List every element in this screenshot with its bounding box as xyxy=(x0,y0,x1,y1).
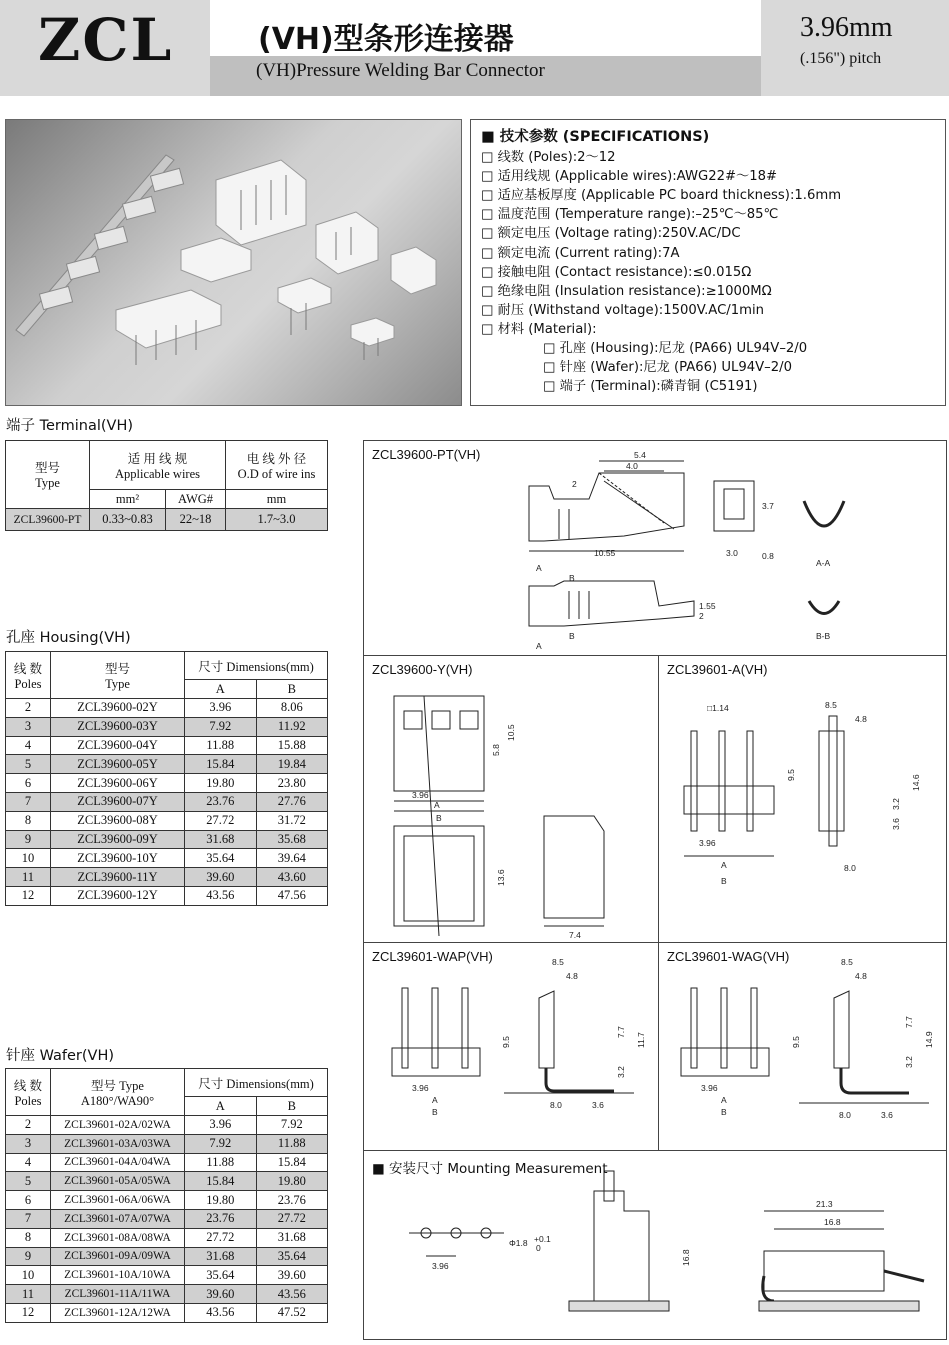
dim-label: 14.6 xyxy=(911,774,921,791)
table-cell: 27.72 xyxy=(256,1209,328,1228)
housing-drawing xyxy=(364,656,659,943)
dim-label: 5.8 xyxy=(491,744,501,756)
dim-label: 3.96 xyxy=(412,790,429,800)
dim-label: 3.6 xyxy=(592,1100,604,1110)
housing-header-poles: 线 数 Poles xyxy=(6,652,51,699)
mounting-heading: ■ 安装尺寸 Mounting Measurement xyxy=(372,1161,608,1177)
dim-label: 0 xyxy=(536,1243,541,1253)
table-cell: 11.92 xyxy=(256,717,328,736)
table-cell: 19.80 xyxy=(185,1191,257,1210)
terminal-header-awg: AWG# xyxy=(166,490,226,509)
table-cell: 7 xyxy=(6,792,51,811)
dim-label: 7.7 xyxy=(616,1026,626,1038)
dim-label: 0.8 xyxy=(762,551,774,561)
table-cell: 7.92 xyxy=(256,1116,328,1135)
brand-logo: ZCL xyxy=(38,6,174,74)
table-row xyxy=(6,849,328,868)
dim-label: A xyxy=(536,563,542,573)
table-cell: ZCL39600-11Y xyxy=(51,868,185,887)
pitch-value: 3.96mm xyxy=(800,12,893,43)
dim-label: 8.0 xyxy=(844,863,856,873)
table-cell: 4 xyxy=(6,736,51,755)
table-cell: 23.76 xyxy=(185,1209,257,1228)
wafer-wap-drawing xyxy=(364,943,659,1151)
dim-label: 4.8 xyxy=(855,714,867,724)
table-cell: 31.68 xyxy=(256,1228,328,1247)
table-row xyxy=(6,811,328,830)
table-cell: 27.72 xyxy=(185,811,257,830)
spec-row: □ 适用线规 (Applicable wires):AWG22#～18# xyxy=(481,167,935,186)
table-cell: ZCL39600-02Y xyxy=(51,699,185,718)
table-cell: ZCL39600-09Y xyxy=(51,830,185,849)
table-cell: ZCL39600-07Y xyxy=(51,792,185,811)
drawing-label: ZCL39600-Y(VH) xyxy=(372,662,473,677)
housing-table xyxy=(5,651,328,906)
table-cell: 2 xyxy=(6,699,51,718)
spec-row: □ 材料 (Material): xyxy=(481,320,935,339)
dim-label: A xyxy=(721,860,727,870)
dim-label: 8.0 xyxy=(550,1100,562,1110)
table-cell: 23.76 xyxy=(185,792,257,811)
wafer-header-a: A xyxy=(185,1097,257,1116)
spec-row: □ 温度范围 (Temperature range):–25℃～85℃ xyxy=(481,205,935,224)
specifications-box xyxy=(470,119,946,406)
table-cell: 5 xyxy=(6,755,51,774)
spec-row: □ 额定电压 (Voltage rating):250V.AC/DC xyxy=(481,224,935,243)
dim-label: 14.9 xyxy=(924,1031,934,1048)
table-cell: ZCL39601-03A/03WA xyxy=(51,1134,185,1153)
table-row xyxy=(6,774,328,793)
table-cell: 9 xyxy=(6,1247,51,1266)
drawings-panel xyxy=(363,440,947,1340)
table-cell: ZCL39601-09A/09WA xyxy=(51,1247,185,1266)
spec-row: □ 适应基板厚度 (Applicable PC board thickness):1.6mm xyxy=(481,186,935,205)
table-cell: ZCL39601-07A/07WA xyxy=(51,1209,185,1228)
dim-label: B xyxy=(721,876,727,886)
table-row xyxy=(6,886,328,905)
table-cell: 31.68 xyxy=(185,830,257,849)
terminal-drawing xyxy=(364,441,946,656)
terminal-header-mm2: mm² xyxy=(90,490,166,509)
dim-label: A-A xyxy=(816,558,831,568)
terminal-header-mm: mm xyxy=(226,490,328,509)
dim-label: 9.5 xyxy=(786,769,796,781)
material-row: □ 针座 (Wafer):尼龙 (PA66) UL94V–2/0 xyxy=(481,358,935,377)
product-photo-art xyxy=(6,120,462,406)
drawing-label: ZCL39600-PT(VH) xyxy=(372,447,481,462)
table-cell: 12 xyxy=(6,886,51,905)
table-row xyxy=(6,1285,328,1304)
table-row xyxy=(6,868,328,887)
table-cell: 9 xyxy=(6,830,51,849)
table-cell: 3 xyxy=(6,1134,51,1153)
housing-header-type: 型号 Type xyxy=(51,652,185,699)
table-row xyxy=(6,792,328,811)
table-cell: 35.64 xyxy=(185,849,257,868)
table-cell: 10 xyxy=(6,1266,51,1285)
dim-label: 8.0 xyxy=(839,1110,851,1120)
table-row xyxy=(6,1172,328,1191)
dim-label: 3.96 xyxy=(432,1261,449,1271)
table-cell: 11.88 xyxy=(185,736,257,755)
housing-header-b: B xyxy=(256,680,328,699)
table-cell: 19.84 xyxy=(256,755,328,774)
dim-label: 3.96 xyxy=(699,838,716,848)
terminal-section-title: 端子 Terminal(VH) xyxy=(6,418,134,434)
dim-label: 8.5 xyxy=(825,700,837,710)
table-cell: 3.96 xyxy=(185,699,257,718)
table-cell: 19.80 xyxy=(185,774,257,793)
table-cell: 5 xyxy=(6,1172,51,1191)
wafer-a-drawing xyxy=(659,656,946,943)
table-cell: ZCL39601-02A/02WA xyxy=(51,1116,185,1135)
table-cell: 15.84 xyxy=(185,755,257,774)
table-row xyxy=(6,1209,328,1228)
drawing-mounting xyxy=(364,1151,946,1339)
dim-label: 4.8 xyxy=(855,971,867,981)
table-cell: 31.72 xyxy=(256,811,328,830)
table-cell: 3 xyxy=(6,717,51,736)
table-row xyxy=(6,699,328,718)
table-cell: 39.64 xyxy=(256,849,328,868)
table-cell: 43.56 xyxy=(256,1285,328,1304)
terminal-header-type: 型号 Type xyxy=(6,441,90,509)
dim-label: 1.55 xyxy=(699,601,716,611)
dim-label: B xyxy=(436,813,442,823)
table-cell: 6 xyxy=(6,1191,51,1210)
dim-label: 3.2 xyxy=(891,798,901,810)
table-cell: 11.88 xyxy=(256,1134,328,1153)
dim-label: 7.7 xyxy=(904,1016,914,1028)
pitch-inch: (.156") pitch xyxy=(800,50,882,67)
dim-label: A xyxy=(432,1095,438,1105)
table-row xyxy=(6,717,328,736)
spec-row: □ 绝缘电阻 (Insulation resistance):≥1000MΩ xyxy=(481,282,935,301)
table-row xyxy=(6,1134,328,1153)
dim-label: 10.5 xyxy=(506,724,516,741)
table-cell: 35.68 xyxy=(256,830,328,849)
table-row xyxy=(6,1191,328,1210)
wafer-header-b: B xyxy=(256,1097,328,1116)
table-cell: 15.84 xyxy=(256,1153,328,1172)
table-cell: ZCL39601-06A/06WA xyxy=(51,1191,185,1210)
table-cell: ZCL39600-12Y xyxy=(51,886,185,905)
table-cell: ZCL39601-08A/08WA xyxy=(51,1228,185,1247)
table-cell: ZCL39601-11A/11WA xyxy=(51,1285,185,1304)
table-cell: 47.52 xyxy=(256,1303,328,1322)
table-cell: ZCL39600-03Y xyxy=(51,717,185,736)
table-row xyxy=(6,755,328,774)
wafer-table xyxy=(5,1068,328,1323)
dim-label: B-B xyxy=(816,631,831,641)
drawing-label: ZCL39601-A(VH) xyxy=(667,662,768,677)
table-cell: 15.84 xyxy=(185,1172,257,1191)
table-cell: 22~18 xyxy=(166,509,226,531)
material-row: □ 孔座 (Housing):尼龙 (PA66) UL94V–2/0 xyxy=(481,339,935,358)
wafer-header-poles: 线 数 Poles xyxy=(6,1069,51,1116)
table-cell: 43.56 xyxy=(185,886,257,905)
table-row xyxy=(6,736,328,755)
dim-label: B xyxy=(569,631,575,641)
table-cell: ZCL39600-PT xyxy=(6,509,90,531)
table-cell: 39.60 xyxy=(185,868,257,887)
table-row xyxy=(6,1153,328,1172)
table-cell: ZCL39601-04A/04WA xyxy=(51,1153,185,1172)
table-cell: ZCL39600-04Y xyxy=(51,736,185,755)
dim-label: 4.8 xyxy=(566,971,578,981)
table-row xyxy=(6,1266,328,1285)
dim-label: 8.5 xyxy=(841,957,853,967)
table-row xyxy=(6,1303,328,1322)
table-cell: 3.96 xyxy=(185,1116,257,1135)
table-cell: 8.06 xyxy=(256,699,328,718)
dim-label: 2 xyxy=(572,479,577,489)
table-cell: ZCL39600-06Y xyxy=(51,774,185,793)
wafer-header-dimensions: 尺寸 Dimensions(mm) xyxy=(185,1069,328,1097)
wafer-wag-drawing xyxy=(659,943,946,1151)
table-cell: 35.64 xyxy=(185,1266,257,1285)
table-cell: ZCL39600-08Y xyxy=(51,811,185,830)
dim-label: 16.8 xyxy=(824,1217,841,1227)
table-cell: 1.7~3.0 xyxy=(226,509,328,531)
table-cell: ZCL39600-05Y xyxy=(51,755,185,774)
drawing-wafer-wap xyxy=(364,943,659,1151)
housing-section-title: 孔座 Housing(VH) xyxy=(6,630,131,646)
drawing-wafer-wag xyxy=(659,943,946,1151)
dim-label: 3.6 xyxy=(881,1110,893,1120)
dim-label: B xyxy=(721,1107,727,1117)
dim-label: 13.6 xyxy=(496,869,506,886)
dim-label: 8.5 xyxy=(552,957,564,967)
table-cell: 8 xyxy=(6,1228,51,1247)
dim-label: 3.6 xyxy=(891,818,901,830)
table-cell: 11 xyxy=(6,868,51,887)
table-cell: 43.56 xyxy=(185,1303,257,1322)
dim-label: +0.1 xyxy=(534,1234,551,1244)
table-cell: 4 xyxy=(6,1153,51,1172)
table-cell: 6 xyxy=(6,774,51,793)
table-cell: 31.68 xyxy=(185,1247,257,1266)
dim-label: 21.3 xyxy=(816,1199,833,1209)
dim-label: 3.7 xyxy=(762,501,774,511)
table-cell: 47.56 xyxy=(256,886,328,905)
table-cell: 19.80 xyxy=(256,1172,328,1191)
table-cell: 11 xyxy=(6,1285,51,1304)
dim-label: Φ1.8 xyxy=(509,1238,528,1248)
drawing-wafer-a xyxy=(659,656,946,943)
table-cell: 2 xyxy=(6,1116,51,1135)
housing-header-a: A xyxy=(185,680,257,699)
dim-label: 11.7 xyxy=(636,1032,646,1048)
table-row xyxy=(6,1247,328,1266)
table-cell: 15.88 xyxy=(256,736,328,755)
table-row xyxy=(6,830,328,849)
dim-label: 2 xyxy=(699,611,704,621)
dim-label: A xyxy=(434,800,440,810)
table-cell: 10 xyxy=(6,849,51,868)
dim-label: 9.5 xyxy=(501,1036,511,1048)
dim-label: A xyxy=(721,1095,727,1105)
spec-row: □ 线数 (Poles):2～12 xyxy=(481,148,935,167)
dim-label: 5.4 xyxy=(634,450,646,460)
wafer-section-title: 针座 Wafer(VH) xyxy=(6,1048,115,1064)
dim-label: 7.4 xyxy=(569,930,581,940)
table-row xyxy=(6,1116,328,1135)
page-title-en: (VH)Pressure Welding Bar Connector xyxy=(256,60,545,81)
dim-label: 3.2 xyxy=(904,1056,914,1068)
terminal-table xyxy=(5,440,328,531)
dim-label: 10.55 xyxy=(594,548,616,558)
table-cell: 11.88 xyxy=(185,1153,257,1172)
table-cell: 7 xyxy=(6,1209,51,1228)
drawing-terminal xyxy=(364,441,946,656)
dim-label: B xyxy=(569,573,575,583)
dim-label: A xyxy=(536,641,542,651)
table-cell: 27.72 xyxy=(185,1228,257,1247)
table-cell: 39.60 xyxy=(256,1266,328,1285)
drawing-label: ZCL39601-WAP(VH) xyxy=(372,949,493,964)
dim-label: 3.2 xyxy=(616,1066,626,1078)
drawing-housing xyxy=(364,656,659,943)
dim-label: B xyxy=(432,1107,438,1117)
specifications-heading: ■ 技术参数 (SPECIFICATIONS) xyxy=(481,129,710,145)
table-cell: ZCL39600-10Y xyxy=(51,849,185,868)
table-cell: 12 xyxy=(6,1303,51,1322)
table-cell: ZCL39601-05A/05WA xyxy=(51,1172,185,1191)
table-cell: 8 xyxy=(6,811,51,830)
product-photo xyxy=(5,119,462,406)
mounting-drawing xyxy=(364,1151,946,1339)
dim-label: □1.14 xyxy=(707,703,729,713)
spec-row: □ 接触电阻 (Contact resistance):≤0.015Ω xyxy=(481,263,935,282)
table-cell: 27.76 xyxy=(256,792,328,811)
table-cell: ZCL39601-10A/10WA xyxy=(51,1266,185,1285)
table-row xyxy=(6,1228,328,1247)
dim-label: 3.96 xyxy=(701,1083,718,1093)
spec-row: □ 耐压 (Withstand voltage):1500V.AC/1min xyxy=(481,301,935,320)
dim-label: 4.0 xyxy=(626,461,638,471)
drawing-label: ZCL39601-WAG(VH) xyxy=(667,949,790,964)
table-cell: 23.80 xyxy=(256,774,328,793)
material-row: □ 端子 (Terminal):磷青铜 (C5191) xyxy=(481,377,935,396)
table-cell: 7.92 xyxy=(185,717,257,736)
table-cell: 43.60 xyxy=(256,868,328,887)
housing-header-dimensions: 尺寸 Dimensions(mm) xyxy=(185,652,328,680)
dim-label: 16.8 xyxy=(681,1249,691,1266)
page-title-cn: (VH)型条形连接器 xyxy=(258,22,514,57)
table-cell: 0.33~0.83 xyxy=(90,509,166,531)
dim-label: 3.96 xyxy=(412,1083,429,1093)
spec-row: □ 额定电流 (Current rating):7A xyxy=(481,244,935,263)
wafer-header-type: 型号 Type A180°/WA90° xyxy=(51,1069,185,1116)
table-cell: 23.76 xyxy=(256,1191,328,1210)
table-cell: 7.92 xyxy=(185,1134,257,1153)
dim-label: 9.5 xyxy=(791,1036,801,1048)
dim-label: 3.0 xyxy=(726,548,738,558)
terminal-header-wires: 适 用 线 规 Applicable wires xyxy=(90,441,226,490)
table-cell: ZCL39601-12A/12WA xyxy=(51,1303,185,1322)
table-cell: 35.64 xyxy=(256,1247,328,1266)
terminal-header-od: 电 线 外 径 O.D of wire ins xyxy=(226,441,328,490)
table-cell: 39.60 xyxy=(185,1285,257,1304)
